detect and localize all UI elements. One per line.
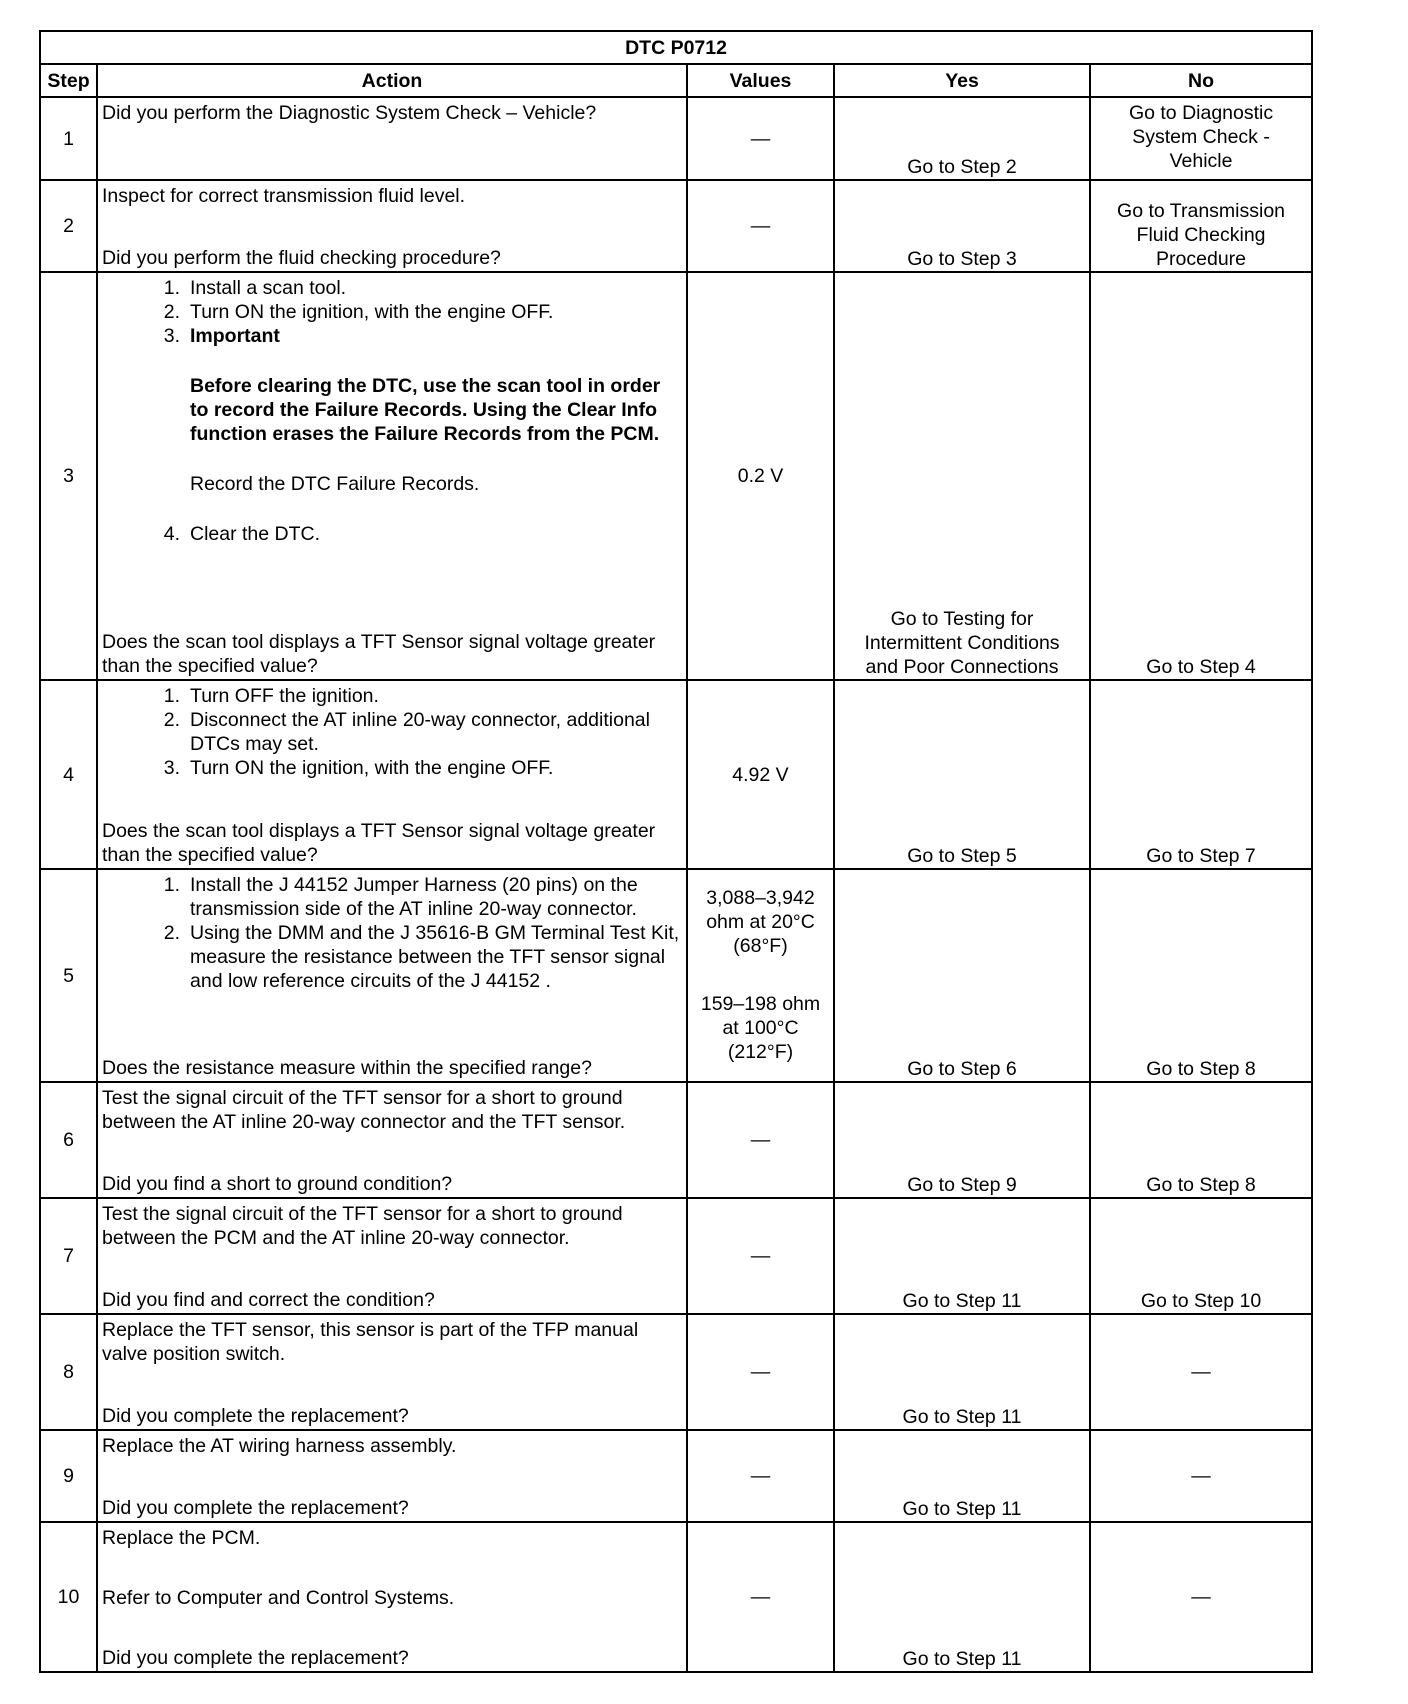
table-row <box>40 1198 1312 1314</box>
table-header-row <box>40 64 1312 97</box>
yes-cell: Go to Step 11 <box>834 1430 1090 1522</box>
step-number: 3 <box>40 272 97 680</box>
action-text: Test the signal circuit of the TFT sensor for a short to ground between the PCM and the AT inline 20-way connector. <box>102 1203 623 1249</box>
yes-cell: Go to Step 11 <box>834 1314 1090 1430</box>
procedure-item: 4. Clear the DTC. <box>163 523 321 545</box>
procedure-item: 3. Turn ON the ignition, with the engine OFF. <box>163 757 554 779</box>
value-cell: — <box>687 97 834 180</box>
no-cell: Go to Step 4 <box>1090 272 1312 680</box>
step-number: 5 <box>40 869 97 1082</box>
action-cell <box>97 1082 687 1198</box>
step-number: 6 <box>40 1082 97 1198</box>
action-question: Does the resistance measure within the specified range? <box>102 1057 592 1079</box>
value-cell: — <box>687 1082 834 1198</box>
procedure-item: 3. Important <box>102 324 682 348</box>
table-row <box>40 180 1312 272</box>
no-cell: — <box>1090 1430 1312 1522</box>
value-cell: — <box>687 1430 834 1522</box>
action-cell <box>97 1314 687 1430</box>
header-step: Step <box>40 64 97 97</box>
action-text: Refer to Computer and Control Systems. <box>102 1587 455 1609</box>
action-question: Did you complete the replacement? <box>102 1497 409 1519</box>
action-text: Inspect for correct transmission fluid level. <box>102 185 466 207</box>
value-line: 159–198 ohm <box>700 993 821 1015</box>
yes-cell: Go to Step 2 <box>834 97 1090 180</box>
table-title-row <box>40 31 1312 64</box>
yes-cell: Go to Step 9 <box>834 1082 1090 1198</box>
no-cell: — <box>1090 1522 1312 1672</box>
action-text: Replace the PCM. <box>102 1527 261 1549</box>
action-cell <box>97 680 687 869</box>
action-text: Test the signal circuit of the TFT sensor for a short to ground between the AT inline 20-way connector and the TFT sensor. <box>102 1087 626 1133</box>
value-cell: 0.2 V <box>687 272 834 680</box>
procedure-item: 1. Install a scan tool. <box>163 277 347 299</box>
action-question: Did you perform the fluid checking procedure? <box>102 247 501 269</box>
no-cell <box>1090 180 1312 272</box>
no-line: Vehicle <box>1169 150 1233 172</box>
record-instruction: Record the DTC Failure Records. <box>190 473 480 495</box>
action-cell <box>97 272 687 680</box>
action-question: Did you complete the replacement? <box>102 1405 409 1427</box>
procedure-item: 2. Disconnect the AT inline 20-way connector, additional DTCs may set. <box>163 709 650 755</box>
table-row <box>40 1082 1312 1198</box>
step-number: 9 <box>40 1430 97 1522</box>
yes-line: Intermittent Conditions <box>864 632 1060 654</box>
procedure-list <box>102 684 682 780</box>
procedure-list <box>102 522 682 546</box>
yes-cell: Go to Step 11 <box>834 1198 1090 1314</box>
procedure-item: 2. Using the DMM and the J 35616-B GM Terminal Test Kit, measure the resistance between the TFT sensor signal and low reference circuits of the J 44152 . <box>163 922 680 992</box>
important-note: Before clearing the DTC, use the scan tool in order to record the Failure Records. Using the Clear Info function erases the Failure Records from the PCM. <box>190 375 661 445</box>
action-cell <box>97 97 687 180</box>
procedure-item: 2. Turn ON the ignition, with the engine OFF. <box>163 301 554 323</box>
yes-cell: Go to Step 11 <box>834 1522 1090 1672</box>
action-cell <box>97 1522 687 1672</box>
action-question: Does the scan tool displays a TFT Sensor signal voltage greater than the specified value? <box>102 631 656 677</box>
value-cell: — <box>687 1522 834 1672</box>
value-cell: — <box>687 180 834 272</box>
action-cell <box>97 180 687 272</box>
header-yes: Yes <box>834 64 1090 97</box>
no-cell: Go to Step 7 <box>1090 680 1312 869</box>
step-number: 10 <box>40 1522 97 1672</box>
step-number: 7 <box>40 1198 97 1314</box>
no-line: System Check - <box>1132 126 1270 148</box>
no-line: Go to Transmission <box>1117 200 1286 222</box>
no-cell: — <box>1090 1314 1312 1430</box>
header-action: Action <box>97 64 687 97</box>
action-question: Did you perform the Diagnostic System Check – Vehicle? <box>102 102 597 124</box>
action-text: Replace the TFT sensor, this sensor is part of the TFP manual valve position switch. <box>102 1319 639 1365</box>
action-cell <box>97 869 687 1082</box>
value-cell: — <box>687 1198 834 1314</box>
no-line: Go to Diagnostic <box>1128 102 1274 124</box>
yes-cell: Go to Step 5 <box>834 680 1090 869</box>
table-row <box>40 869 1312 1082</box>
value-cell <box>687 869 834 1082</box>
action-cell <box>97 1198 687 1314</box>
header-values: Values <box>687 64 834 97</box>
step-number: 8 <box>40 1314 97 1430</box>
yes-cell: Go to Step 3 <box>834 180 1090 272</box>
step-number: 1 <box>40 97 97 180</box>
step-number: 2 <box>40 180 97 272</box>
value-cell: 4.92 V <box>687 680 834 869</box>
value-line: 3,088–3,942 <box>706 887 815 909</box>
action-question: Did you complete the replacement? <box>102 1647 409 1669</box>
no-cell: Go to Step 10 <box>1090 1198 1312 1314</box>
value-line: (212°F) <box>727 1041 794 1063</box>
procedure-list <box>102 873 682 993</box>
table-row <box>40 97 1312 180</box>
action-question: Did you find and correct the condition? <box>102 1289 435 1311</box>
table-title: DTC P0712 <box>40 31 1312 64</box>
table-row <box>40 680 1312 869</box>
yes-cell: Go to Step 6 <box>834 869 1090 1082</box>
yes-line: and Poor Connections <box>865 656 1059 678</box>
no-cell: Go to Step 8 <box>1090 1082 1312 1198</box>
action-cell <box>97 1430 687 1522</box>
yes-cell <box>834 272 1090 680</box>
action-text: Replace the AT wiring harness assembly. <box>102 1435 457 1457</box>
procedure-list <box>102 276 682 348</box>
action-question: Did you find a short to ground condition? <box>102 1173 453 1195</box>
header-no: No <box>1090 64 1312 97</box>
procedure-item: 1. Turn OFF the ignition. <box>163 685 379 707</box>
table-row <box>40 1314 1312 1430</box>
dtc-table <box>39 30 1313 1673</box>
no-cell <box>1090 97 1312 180</box>
step-number: 4 <box>40 680 97 869</box>
table-row <box>40 1522 1312 1672</box>
procedure-item: 1. Install the J 44152 Jumper Harness (20 pins) on the transmission side of the AT inline 20-way connector. <box>163 874 638 920</box>
no-line: Fluid Checking <box>1136 224 1266 246</box>
table-row <box>40 1430 1312 1522</box>
value-line: ohm at 20°C <box>706 911 815 933</box>
no-cell: Go to Step 8 <box>1090 869 1312 1082</box>
important-label: Important <box>190 325 280 347</box>
value-line: (68°F) <box>733 935 788 957</box>
no-line: Procedure <box>1156 248 1247 270</box>
yes-line: Go to Testing for <box>890 608 1034 630</box>
action-question: Does the scan tool displays a TFT Sensor signal voltage greater than the specified value? <box>102 820 656 866</box>
value-line: at 100°C <box>722 1017 799 1039</box>
table-row <box>40 272 1312 680</box>
value-cell: — <box>687 1314 834 1430</box>
